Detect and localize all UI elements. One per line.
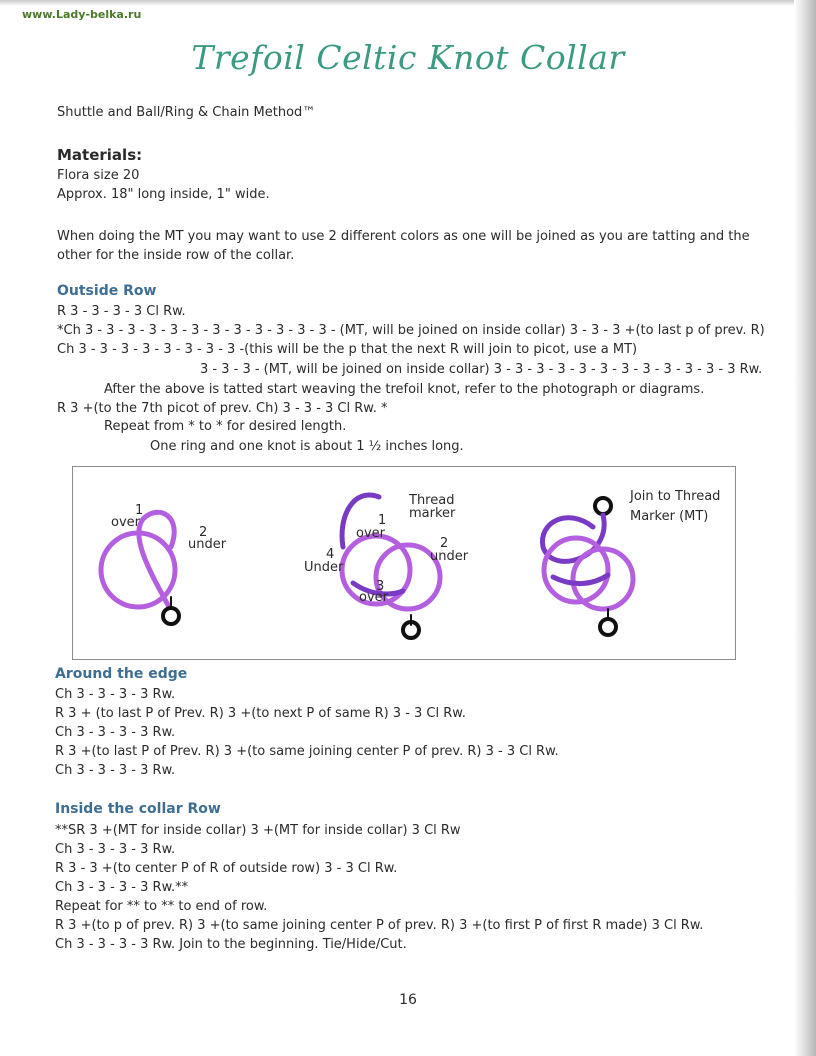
around-edge-heading: Around the edge — [55, 666, 188, 682]
around-edge-line: Ch 3 - 3 - 3 - 3 Rw. — [55, 763, 176, 778]
outside-row-line: Repeat from * to * for desired length. — [104, 419, 347, 434]
d2-label-3-word: over — [359, 590, 388, 605]
inside-row-line: Ch 3 - 3 - 3 - 3 Rw.** — [55, 880, 189, 895]
around-edge-line: R 3 + (to last P of Prev. R) 3 +(to next P of same R) 3 - 3 Cl Rw. — [55, 706, 466, 721]
inside-row-line: Ch 3 - 3 - 3 - 3 Rw. Join to the beginning. Tie/Hide/Cut. — [55, 937, 407, 952]
d2-label-2-word: under — [430, 549, 469, 564]
d2-label-1-num: 1 — [378, 513, 387, 528]
inside-row-heading: Inside the collar Row — [55, 801, 221, 817]
d3-marker-ring — [600, 619, 616, 635]
d1-marker-ring — [163, 608, 179, 624]
inside-row-line: **SR 3 +(MT for inside collar) 3 +(MT for inside collar) 3 Cl Rw — [55, 823, 461, 838]
materials-heading: Materials: — [57, 146, 143, 164]
page-title: Trefoil Celtic Knot Collar — [191, 38, 625, 77]
inside-row-line: R 3 +(to p of prev. R) 3 +(to same joining center P of prev. R) 3 +(to first P of first R made) 3 Cl Rw. — [55, 918, 704, 933]
around-edge-list — [55, 686, 559, 781]
knot-diagram-3 — [542, 498, 633, 635]
outside-row-line: Ch 3 - 3 - 3 - 3 - 3 - 3 - 3 - 3 -(this will be the p that the next R will join to picot, use a MT) — [57, 342, 638, 357]
around-edge-line: Ch 3 - 3 - 3 - 3 Rw. — [55, 725, 176, 740]
outside-row-line: One ring and one knot is about 1 ½ inches long. — [150, 439, 464, 454]
d2-label-4-word: Under — [304, 560, 344, 575]
page-number: 16 — [399, 992, 417, 1008]
inside-row-line: Repeat for ** to ** to end of row. — [55, 899, 268, 914]
inside-row-line: Ch 3 - 3 - 3 - 3 Rw. — [55, 842, 176, 857]
intro-line: When doing the MT you may want to use 2 different colors as one will be joined as you are tatting and the — [57, 229, 750, 244]
materials-list — [57, 167, 270, 205]
watermark: www.Lady-belka.ru — [22, 8, 142, 21]
inside-row-line: R 3 - 3 +(to center P of R of outside row) 3 - 3 Cl Rw. — [55, 861, 398, 876]
around-edge-line: R 3 +(to last P of Prev. R) 3 +(to same joining center P of prev. R) 3 - 3 Cl Rw. — [55, 744, 559, 759]
materials-line: Flora size 20 — [57, 168, 140, 183]
d3-marker-label: Marker (MT) — [630, 509, 709, 524]
d2-label-4-num: 4 — [326, 547, 335, 562]
d3-marker-top — [595, 498, 611, 514]
around-edge-line: Ch 3 - 3 - 3 - 3 Rw. — [55, 687, 176, 702]
d1-label-2-num: 2 — [199, 525, 208, 540]
outside-row-line: R 3 - 3 - 3 - 3 Cl Rw. — [57, 304, 186, 319]
d3-join-label: Join to Thread — [630, 489, 721, 504]
outside-row-line: R 3 +(to the 7th picot of prev. Ch) 3 - 3 - 3 Cl Rw. * — [57, 401, 388, 416]
knot-diagram-panel — [72, 466, 736, 660]
scan-edge-right — [794, 0, 816, 1056]
outside-row-line: *Ch 3 - 3 - 3 - 3 - 3 - 3 - 3 - 3 - 3 - 3 - 3 - 3 - (MT, will be joined on inside collar) 3 - 3 - 3 +(to last p of prev. R) — [57, 323, 765, 338]
d2-thread-label: Thread — [409, 493, 455, 508]
d1-label-1-word: over — [111, 515, 140, 530]
intro-paragraph — [57, 228, 750, 266]
outside-row-line: After the above is tatted start weaving the trefoil knot, refer to the photograph or diagrams. — [104, 382, 705, 397]
d2-label-3-num: 3 — [376, 579, 385, 594]
intro-line: other for the inside row of the collar. — [57, 248, 295, 263]
d1-label-2-word: under — [188, 537, 227, 552]
d2-marker-label: marker — [409, 506, 456, 521]
outside-row-heading: Outside Row — [57, 283, 157, 299]
method-subtitle: Shuttle and Ball/Ring & Chain Method™ — [57, 105, 316, 120]
scan-edge-top — [0, 0, 816, 6]
d2-label-1-word: over — [356, 526, 385, 541]
d3-lower-arc — [553, 575, 608, 584]
d1-label-1-num: 1 — [135, 503, 144, 518]
outside-row-line: 3 - 3 - 3 - (MT, will be joined on inside collar) 3 - 3 - 3 - 3 - 3 - 3 - 3 - 3 - 3 - 3 - 3 - 3 Rw. — [200, 362, 763, 377]
materials-line: Approx. 18" long inside, 1" wide. — [57, 187, 270, 202]
inside-row-list — [55, 822, 703, 955]
d2-label-2-num: 2 — [440, 536, 449, 551]
